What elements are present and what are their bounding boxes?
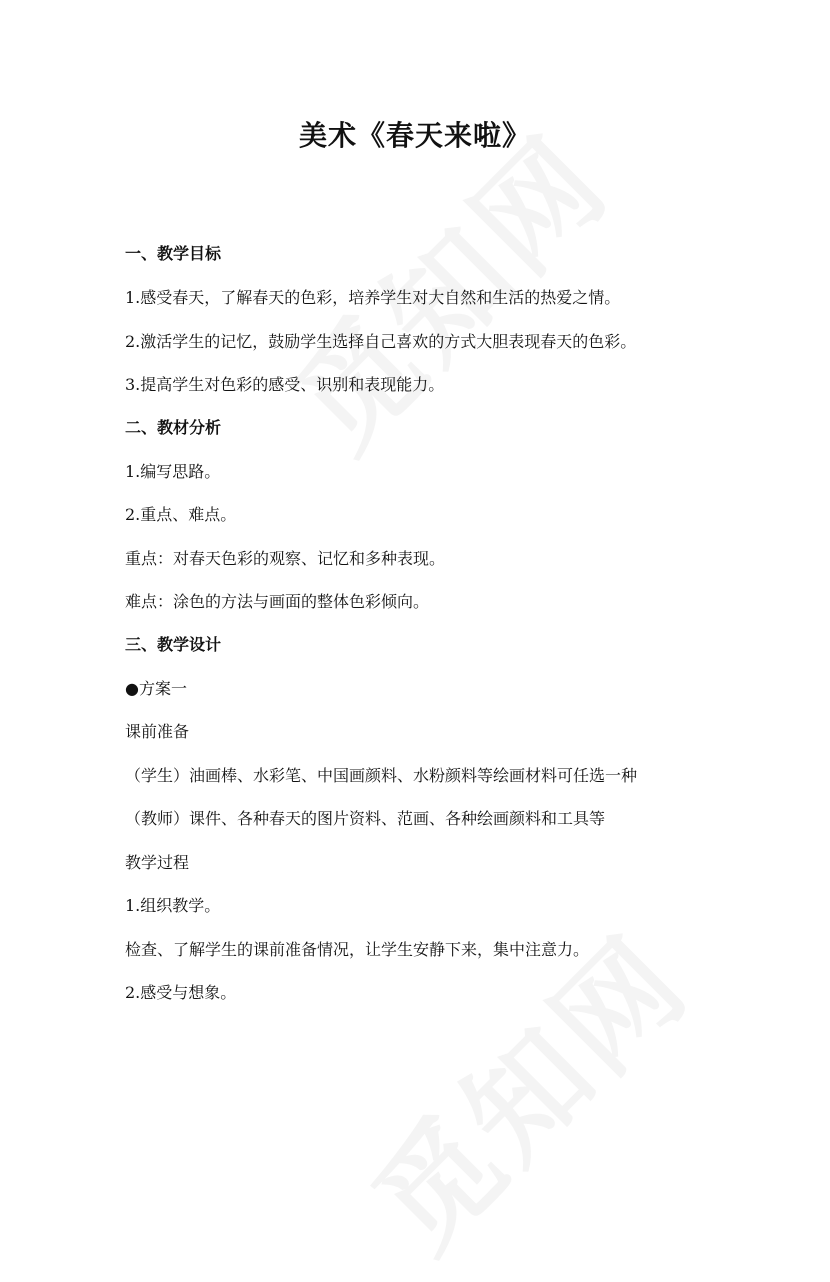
paragraph-line: 1.编写思路。 — [125, 462, 221, 481]
paragraph-line: 检查、了解学生的课前准备情况，让学生安静下来，集中注意力。 — [125, 940, 590, 959]
paragraph-line: 重点：对春天色彩的观察、记忆和多种表现。 — [125, 549, 446, 568]
paragraph-line: 2.重点、难点。 — [125, 505, 237, 524]
paragraph-line: ●方案一 — [125, 679, 187, 698]
section-heading-design: 三、教学设计 — [125, 635, 222, 654]
paragraph-line: 教学过程 — [125, 853, 190, 872]
paragraph-line: （教师）课件、各种春天的图片资料、范画、各种绘画颜料和工具等 — [125, 809, 606, 828]
paragraph-line: 难点：涂色的方法与画面的整体色彩倾向。 — [125, 592, 430, 611]
section-heading-goals: 一、教学目标 — [125, 244, 222, 263]
paragraph-line: （学生）油画棒、水彩笔、中国画颜料、水粉颜料等绘画材料可任选一种 — [125, 766, 638, 785]
paragraph-line: 2.激活学生的记忆，鼓励学生选择自己喜欢的方式大胆表现春天的色彩。 — [125, 332, 637, 351]
paragraph-line: 1.组织教学。 — [125, 896, 221, 915]
document-title: 美术《春天来啦》 — [298, 119, 531, 152]
section-heading-analysis: 二、教材分析 — [125, 418, 222, 437]
paragraph-line: 2.感受与想象。 — [125, 983, 237, 1002]
paragraph-line: 课前准备 — [125, 722, 190, 741]
paragraph-line: 3.提高学生对色彩的感受、识别和表现能力。 — [125, 375, 445, 394]
paragraph-line: 1.感受春天，了解春天的色彩，培养学生对大自然和生活的热爱之情。 — [125, 288, 621, 307]
